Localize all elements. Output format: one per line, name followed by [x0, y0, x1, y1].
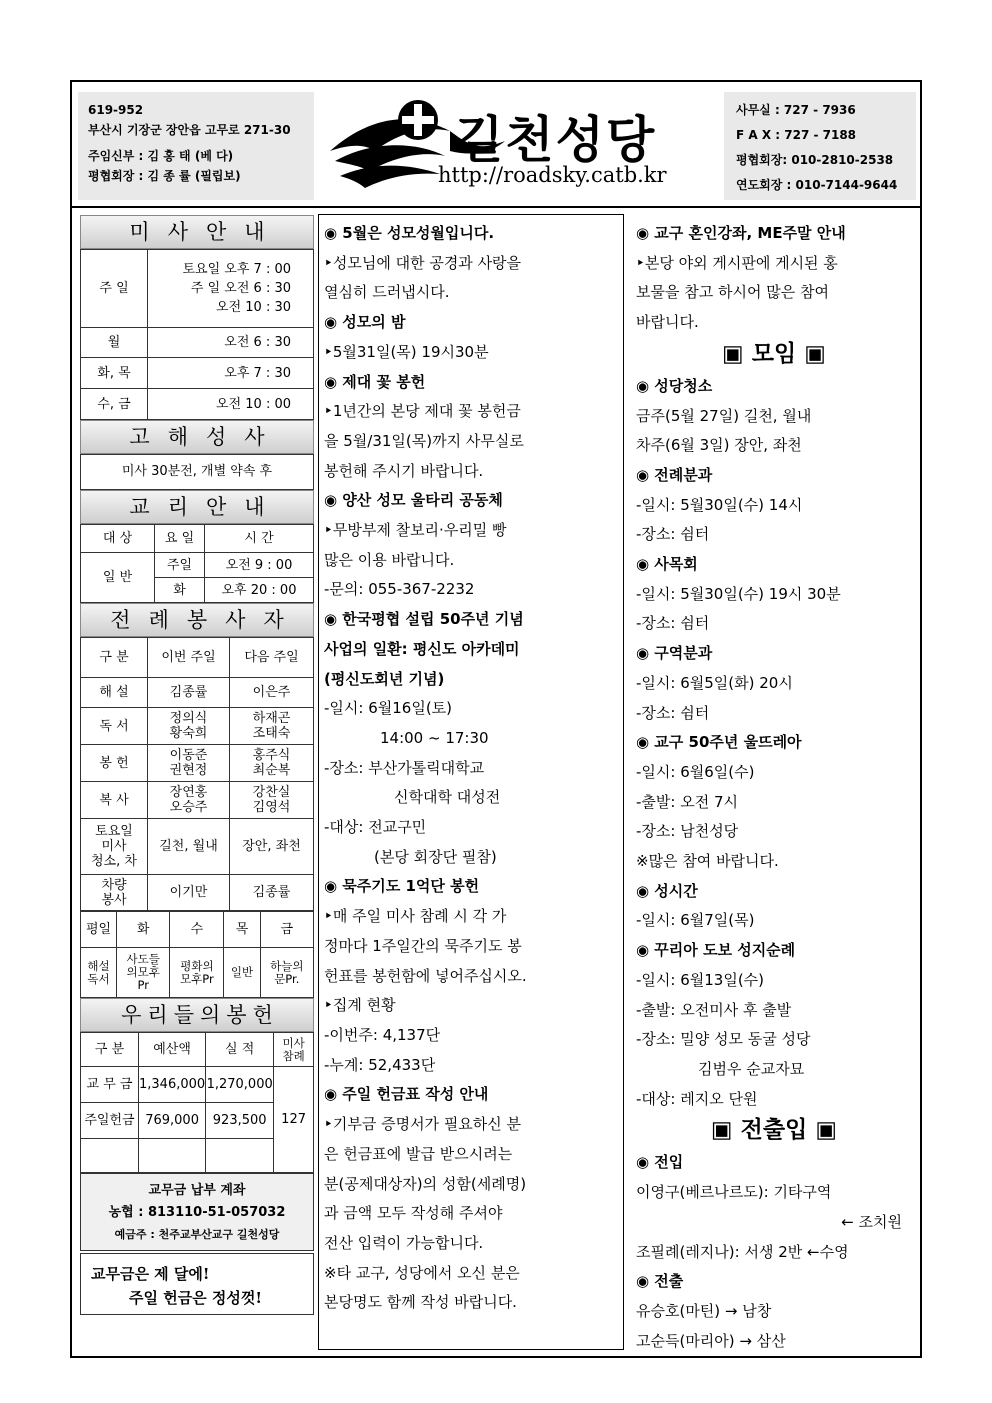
notice-line: ※타 교구, 성당에서 오신 분은 [324, 1263, 520, 1282]
notice-line: ‣매 주일 미사 참례 시 각 가 [324, 907, 507, 926]
col-header: 평일 [81, 912, 117, 948]
mass-time: 오전 10 : 00 [148, 389, 314, 420]
notice-heading: ◉ 교구 50주년 울뜨레아 [636, 733, 802, 752]
notice-line: ‣본당 야외 게시판에 게시된 홍 [636, 253, 838, 272]
notice-line: 14:00 ~ 17:30 [380, 728, 489, 747]
offering-budget: 769,000 [139, 1103, 206, 1139]
col-header: 수 [170, 912, 224, 948]
weekday-value: 사도들 의모후 Pr [117, 948, 170, 998]
offering-label: 주일헌금 [81, 1103, 139, 1139]
account-box [80, 1173, 314, 1251]
slogan-box [80, 1253, 314, 1315]
notice-heading: (평신도회년 기념) [324, 669, 445, 688]
notice-heading: ◉ 전례분과 [636, 465, 713, 484]
col-header: 대 상 [81, 525, 155, 553]
mass-day: 월 [81, 328, 148, 358]
notice-line: 분(공제대상자)의 성함(세례명) [324, 1174, 527, 1193]
contact-box [724, 92, 916, 200]
notice-line: 과 금액 모두 작성해 주셔야 [324, 1204, 503, 1223]
confession-text: 미사 30분전, 개별 약속 후 [80, 454, 314, 490]
notice-line: ‣5월31일(목) 19시30분 [324, 342, 489, 361]
mass-time: 오전 10 : 30 [216, 300, 291, 315]
confession-title: 고해성사 [80, 420, 314, 454]
notice-line: -장소: 쉼터 [636, 614, 710, 633]
mass-time: 토요일 오후 7 : 00 [182, 262, 291, 277]
notice-line: -누계: 52,433단 [324, 1055, 436, 1074]
mass-time: 주 일 오전 6 : 30 [190, 281, 291, 296]
notice-line: -장소: 부산가톨릭대학교 [324, 758, 485, 777]
col-header: 실 적 [206, 1033, 274, 1067]
weekday-table [80, 911, 314, 998]
notice-line: 헌표를 봉헌함에 넣어주십시오. [324, 966, 527, 985]
offering-table [80, 1032, 314, 1173]
server-this: 김종률 [148, 678, 230, 708]
mass-attendance: 127 [274, 1067, 314, 1173]
notice-line: -이번주: 4,137단 [324, 1025, 441, 1044]
col-header: 미사 참례 [274, 1033, 314, 1067]
notice-heading: ◉ 한국평협 설립 50주년 기념 [324, 610, 524, 629]
server-this: 이동준 권현정 [148, 745, 230, 782]
notice-line: -장소: 쉼터 [636, 703, 710, 722]
server-next: 장안, 좌천 [230, 819, 314, 875]
notice-line: ‣기부금 증명서가 필요하신 분 [324, 1115, 522, 1134]
mass-title: 미사안내 [80, 215, 314, 249]
fax-number: F A X : 727 - 7188 [736, 128, 857, 142]
catechism-target: 일 반 [81, 553, 155, 603]
notice-heading: ◉ 양산 성모 울타리 공동체 [324, 491, 503, 510]
notice-heading: ◉ 성모의 밤 [324, 313, 406, 332]
notice-line: 본당명도 함께 작성 바랍니다. [324, 1293, 517, 1312]
servers-title: 전례봉사자 [80, 603, 314, 637]
notice-line: 봉헌해 주시기 바랍니다. [324, 461, 484, 480]
notice-heading: ◉ 성시간 [636, 881, 698, 900]
chairman: 평협회장 : 김 종 률 (필립보) [88, 169, 241, 183]
account-bank: 농협 : 813110-51-057032 [108, 1205, 286, 1220]
col-header: 이번 주일 [148, 638, 230, 678]
col-header: 구 분 [81, 638, 148, 678]
server-this: 장연홍 오승주 [148, 782, 230, 819]
notice-line: -일시: 6월13일(수) [636, 970, 765, 989]
notice-line: 신학대학 대성전 [394, 788, 501, 807]
notice-line: 보물을 참고 하시어 많은 참여 [636, 283, 829, 302]
right-column [636, 219, 912, 1356]
col-header: 구 분 [81, 1033, 139, 1067]
server-next: 김종률 [230, 875, 314, 911]
col-header: 다음 주일 [230, 638, 314, 678]
notice-line: -출발: 오전미사 후 출발 [636, 1000, 792, 1019]
catechism-day: 주일 [155, 553, 205, 578]
server-this: 길천, 월내 [148, 819, 230, 875]
notice-line: 이영구(베르나르도): 기타구역 [636, 1183, 832, 1202]
mass-time: 오전 6 : 30 [148, 328, 314, 358]
notice-line: ‣성모님에 대한 공경과 사랑을 [324, 253, 522, 272]
website-url[interactable]: http://roadsky.catb.kr [438, 163, 667, 187]
notice-line: -일시: 5월30일(수) 14시 [636, 495, 803, 514]
notice-heading: ◉ 제대 꽃 봉헌 [324, 372, 426, 391]
servers-table [80, 637, 314, 911]
notice-line: -일시: 6월5일(화) 20시 [636, 673, 793, 692]
church-name: 길천성당 [455, 111, 657, 169]
offering-label: 교 무 금 [81, 1067, 139, 1103]
account-title: 교무금 납부 계좌 [148, 1183, 246, 1198]
notice-line: 김범우 순교자묘 [698, 1059, 805, 1078]
notice-line: 금주(5월 27일) 길천, 월내 [636, 406, 812, 425]
notice-line: 정마다 1주일간의 묵주기도 봉 [324, 936, 522, 955]
server-next: 하재곤 조태숙 [230, 708, 314, 745]
catechism-title: 교리안내 [80, 490, 314, 524]
col-header: 요 일 [155, 525, 205, 553]
weekday-label: 해설 독서 [81, 948, 117, 998]
postcode: 619-952 [88, 103, 144, 117]
notice-line: 고순득(마리아) → 삼산 [636, 1331, 786, 1350]
col-header: 예산액 [139, 1033, 206, 1067]
server-role: 해 설 [81, 678, 148, 708]
address: 부산시 기장군 장안읍 고무로 271-30 [88, 123, 291, 137]
catechism-time: 오후 20 : 00 [205, 578, 314, 603]
mass-day: 수, 금 [81, 389, 148, 420]
notice-line: -일시: 6월6일(수) [636, 762, 755, 781]
notice-heading: ◉ 꾸리아 도보 성지순례 [636, 941, 796, 960]
notice-line: -대상: 전교구민 [324, 818, 427, 837]
notice-line: -일시: 6월7일(목) [636, 911, 755, 930]
notice-heading: ◉ 구역분과 [636, 644, 713, 663]
section-heading: ▣ 모임 ▣ [722, 340, 826, 367]
notice-heading: ◉ 5월은 성모성월입니다. [324, 224, 495, 242]
server-this: 이기만 [148, 875, 230, 911]
notice-line: -일시: 6월16일(토) [324, 699, 453, 718]
slogan-line: 주일 헌금은 정성껏! [129, 1289, 262, 1307]
notice-line: -장소: 밀양 성모 동굴 성당 [636, 1030, 811, 1049]
notice-line: -문의: 055-367-2232 [324, 580, 475, 599]
notice-heading: ◉ 사목회 [636, 555, 698, 574]
notice-line: -대상: 레지오 단원 [636, 1089, 758, 1108]
notice-line: -출발: 오전 7시 [636, 792, 738, 811]
notice-line: 은 헌금표에 발급 받으시려는 [324, 1144, 513, 1163]
catechism-time: 오전 9 : 00 [205, 553, 314, 578]
mass-time: 오후 7 : 30 [148, 358, 314, 389]
notice-line: 유승호(마틴) → 남창 [636, 1301, 772, 1320]
col-header: 목 [224, 912, 260, 948]
notice-line: 열심히 드러냅시다. [324, 283, 450, 302]
server-role: 차량 봉사 [81, 875, 148, 911]
server-role: 토요일 미사 청소, 차 [81, 819, 148, 875]
notice-line: 을 5월/31일(목)까지 사무실로 [324, 431, 524, 450]
left-column [80, 215, 314, 1315]
offering-actual: 923,500 [206, 1103, 274, 1139]
mass-table [80, 249, 314, 420]
server-next: 이은주 [230, 678, 314, 708]
notice-line: -장소: 남천성당 [636, 822, 739, 841]
mass-day: 주 일 [81, 250, 148, 328]
notice-heading: ◉ 교구 혼인강좌, ME주말 안내 [636, 224, 846, 242]
notice-heading: ◉ 전출 [636, 1272, 684, 1291]
notice-line: ‣집계 현황 [324, 996, 396, 1015]
col-header: 시 간 [205, 525, 314, 553]
notice-heading: ◉ 전입 [636, 1153, 684, 1172]
notice-heading: ◉ 묵주기도 1억단 봉헌 [324, 877, 480, 896]
notice-line: ※많은 참여 바랍니다. [636, 852, 779, 871]
notice-line: 바랍니다. [636, 313, 699, 332]
header-divider [70, 206, 922, 208]
chair-phone: 평협회장: 010-2810-2538 [736, 153, 894, 167]
server-role: 복 사 [81, 782, 148, 819]
notice-line: 많은 이용 바랍니다. [324, 550, 455, 569]
server-next: 강찬실 김영석 [230, 782, 314, 819]
notice-line: 전산 입력이 가능합니다. [324, 1233, 484, 1252]
server-role: 독 서 [81, 708, 148, 745]
notice-line: -장소: 쉼터 [636, 525, 710, 544]
mass-day: 화, 목 [81, 358, 148, 389]
notice-line: ‣무방부제 찰보리·우리밀 빵 [324, 521, 507, 540]
server-next: 홍주식 최순복 [230, 745, 314, 782]
server-this: 정의식 황숙희 [148, 708, 230, 745]
notice-heading: ◉ 주일 헌금표 작성 안내 [324, 1085, 489, 1104]
youth-phone: 연도회장 : 010-7144-9644 [736, 178, 898, 192]
server-role: 봉 헌 [81, 745, 148, 782]
notice-heading: 사업의 일환: 평신도 아카데미 [324, 639, 520, 658]
col-header: 화 [117, 912, 170, 948]
address-box [78, 92, 314, 200]
account-holder: 예금주 : 천주교부산교구 길천성당 [114, 1228, 280, 1241]
pastor: 주임신부 : 김 홍 태 (베 다) [88, 149, 234, 163]
notice-line: 차주(6월 3일) 장안, 좌천 [636, 436, 802, 455]
middle-column [324, 219, 620, 1318]
catechism-table [80, 524, 314, 603]
notice-line: ‣1년간의 본당 제대 꽃 봉헌금 [324, 402, 521, 421]
offering-title: 우리들의봉헌 [80, 998, 314, 1032]
notice-line: ← 조치원 [841, 1212, 902, 1231]
weekday-value: 하늘의 문Pr. [260, 948, 313, 998]
slogan-line: 교무금은 제 달에! [91, 1265, 210, 1283]
section-heading: ▣ 전출입 ▣ [710, 1117, 838, 1144]
weekday-value: 평화의 모후Pr [170, 948, 224, 998]
catechism-day: 화 [155, 578, 205, 603]
office-phone: 사무실 : 727 - 7936 [736, 103, 856, 117]
notice-line: 조필례(레지나): 서생 2반 ←수영 [636, 1242, 849, 1261]
notice-line: (본당 회장단 필참) [374, 847, 497, 866]
notice-line: -일시: 5월30일(수) 19시 30분 [636, 584, 841, 603]
col-header: 금 [260, 912, 313, 948]
weekday-value: 일반 [224, 948, 260, 998]
notice-heading: ◉ 성당청소 [636, 376, 713, 395]
offering-budget: 1,346,000 [139, 1067, 206, 1103]
offering-actual: 1,270,000 [206, 1067, 274, 1103]
